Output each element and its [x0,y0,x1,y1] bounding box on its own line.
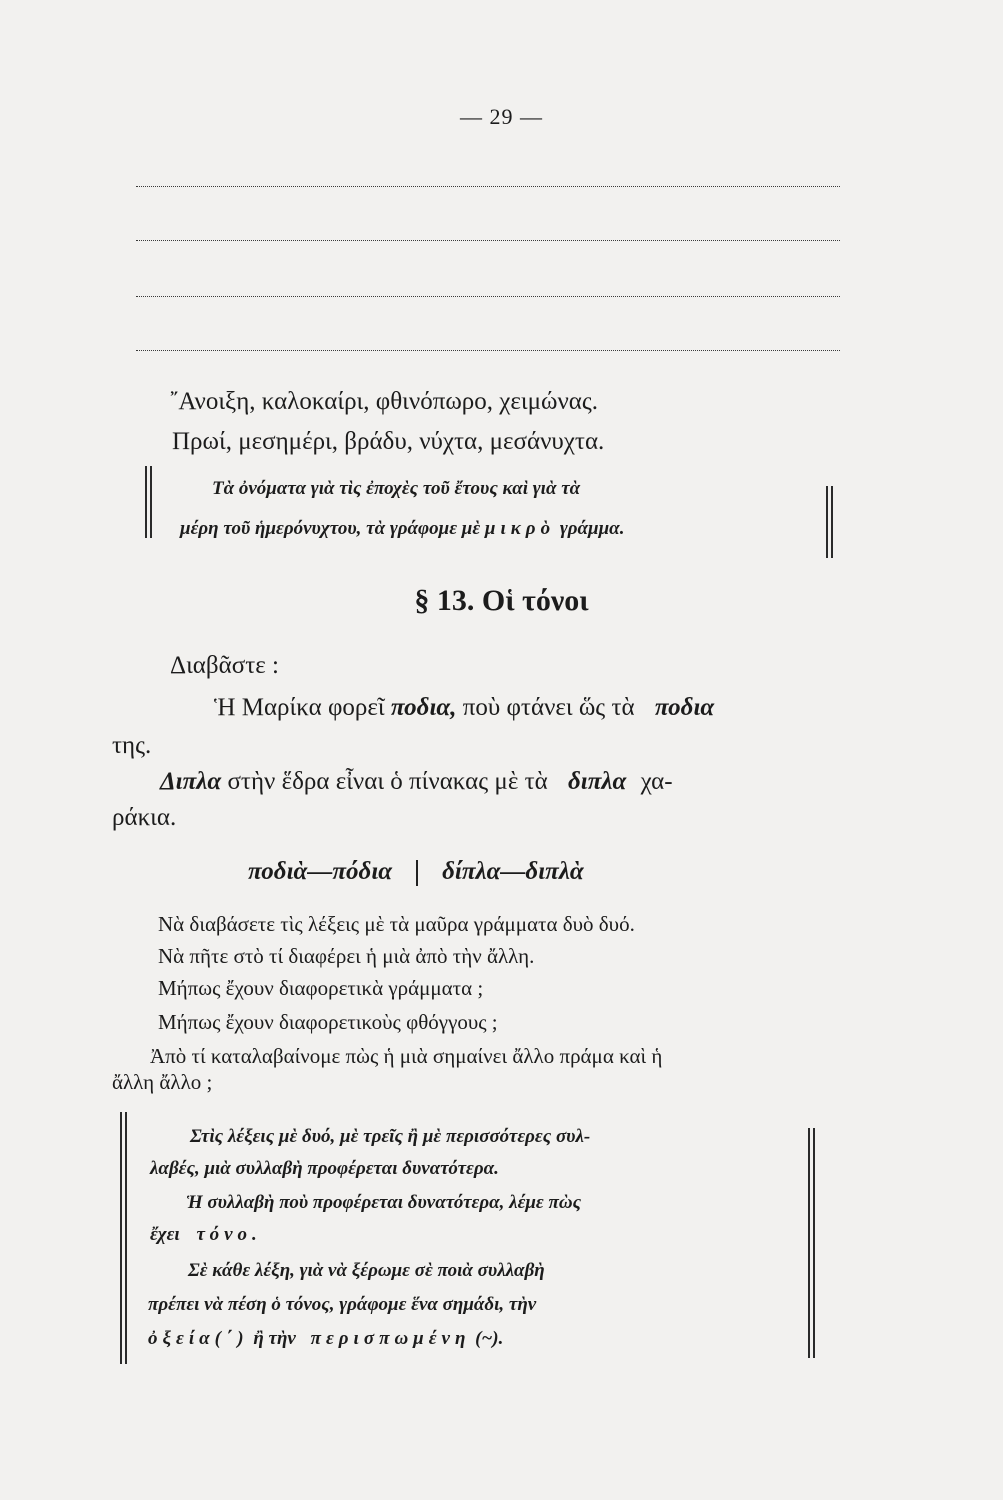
question-6: ἄλλη ἄλλο ; [112,1070,213,1094]
note2-tono-a: ἔχει [150,1224,180,1245]
note2-line6: πρέπει νὰ πέση ὁ τόνος, γράφομε ἕνα σημάδι, τὴν [148,1294,537,1315]
example2-a: Διπλα [160,768,222,795]
question-3: Μήπως ἔχουν διαφορετικὰ γράμματα ; [158,976,484,1000]
example1-b: ποδια, [390,694,457,721]
note2-line1: Στὶς λέξεις μὲ δυό, μὲ τρεῖς ἢ μὲ περισσότερες συλ- [190,1126,591,1147]
section-heading: § 13. Οἱ τόνοι [414,584,589,617]
note2-last-d: (~). [475,1328,504,1349]
note2-line4 [150,1224,262,1246]
seasons-line: ῎Ανοιξη, καλοκαίρι, φθινόπωρο, χειμώνας. [170,388,598,415]
note2-left-bar [120,1112,122,1364]
question-1: Νὰ διαβάσετε τὶς λέξεις μὲ τὰ μαῦρα γράμματα δυὸ δυό. [158,912,635,936]
example2-line1 [160,768,673,796]
example1-line2: της. [112,732,152,759]
question-2: Νὰ πῆτε στὸ τί διαφέρει ἡ μιὰ ἀπὸ τὴν ἄλλη. [158,944,535,968]
note2-last-c: περισπωμένη [310,1328,471,1349]
example1-d: ποδια [654,694,715,721]
pair-separator [416,860,418,886]
pair-left: ποδιὰ—πόδια [248,858,393,885]
note2-last-b: ἢ τὴν [253,1328,296,1349]
example1-line1 [214,694,714,722]
writing-line-3 [136,296,840,297]
question-4: Μήπως ἔχουν διαφορετικοὺς φθόγγους ; [158,1010,498,1034]
daytime-line: Πρωί, μεσημέρι, βράδυ, νύχτα, μεσάνυχτα. [172,428,605,455]
example1-c: ποὺ φτάνει ὥς τὰ [462,694,635,721]
example1-a: Ἡ Μαρίκα φορεῖ [214,694,385,721]
writing-line-1 [136,186,840,187]
pair-right: δίπλα—διπλὰ [442,858,584,885]
page-number: — 29 — [460,104,543,129]
note1-line2-a: μέρη τοῦ ἡμερόνυχτου, τὰ γράφομε μὲ [180,518,481,539]
note1-left-bar [145,466,147,538]
note1-line2-b: μικρὸ [484,518,556,539]
note2-line7 [148,1328,503,1350]
example2-d: χα- [640,768,673,795]
question-5: Ἀπὸ τί καταλαβαίνομε πὼς ἡ μιὰ σημαίνει ἄλλο πράμα καὶ ἡ [150,1044,663,1068]
note2-tono-b: τόνο. [196,1224,262,1245]
note2-line5: Σὲ κάθε λέξη, γιὰ νὰ ξέρωμε σὲ ποιὰ συλλαβὴ [188,1260,545,1281]
note1-line1: Τὰ ὀνόματα γιὰ τὶς ἐποχὲς τοῦ ἔτους καὶ γιὰ τὰ [212,478,581,499]
example2-line2: ράκια. [112,804,177,831]
writing-line-2 [136,240,840,241]
writing-line-4 [136,350,840,351]
example2-b: στὴν ἕδρα εἶναι ὁ πίνακας μὲ τὰ [227,768,548,795]
note2-right-bar [808,1128,810,1358]
note2-last-a: ὀξεία(΄) [148,1328,249,1349]
word-pairs [248,858,584,886]
note2-line2: λαβές, μιὰ συλλαβὴ προφέρεται δυνατότερα. [150,1158,499,1179]
note1-line2-c: γράμμα. [559,518,625,539]
note2-line3: Ἡ συλλαβὴ ποὺ προφέρεται δυνατότερα, λέμε πὼς [186,1192,582,1213]
note1-right-bar [826,486,828,558]
example2-c: διπλα [567,768,627,795]
read-label: Διαβᾶστε : [170,652,279,679]
note1-line2 [180,518,624,540]
